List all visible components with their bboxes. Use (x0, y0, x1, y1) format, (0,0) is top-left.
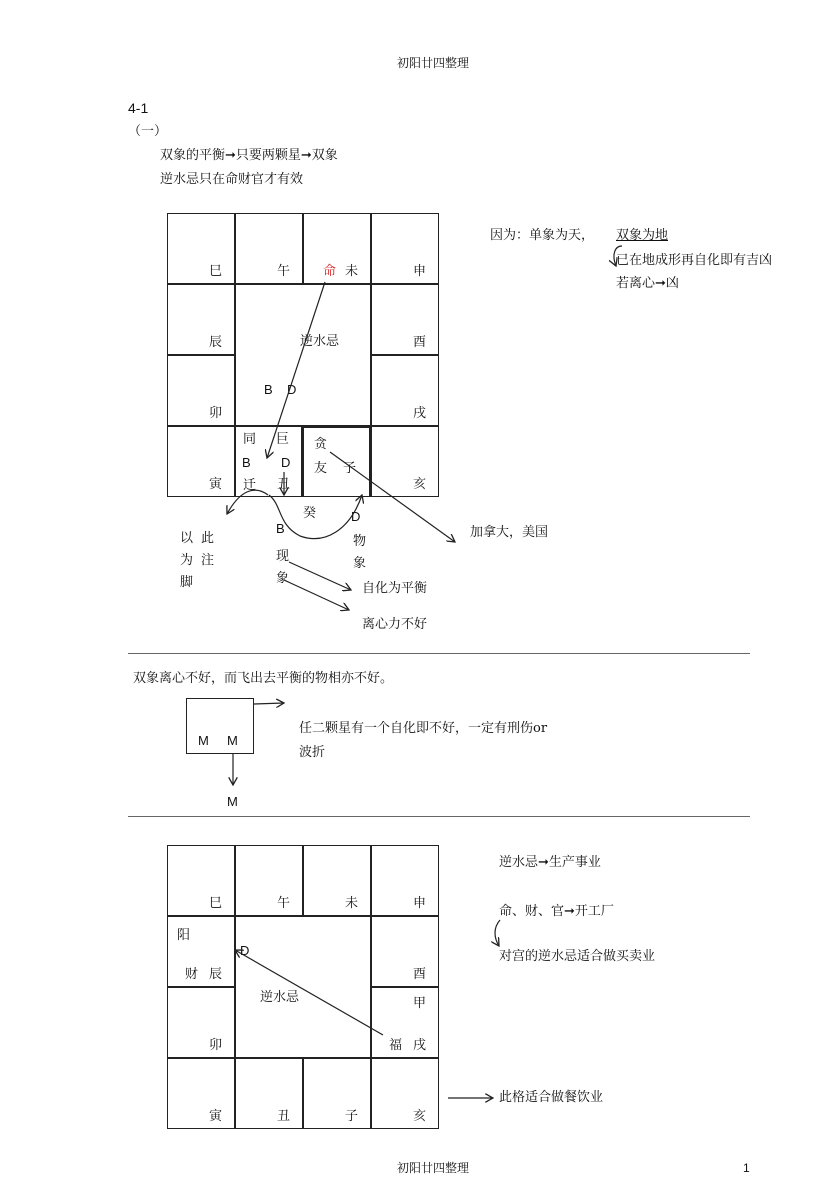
chart2-cai: 财 (184, 967, 198, 982)
chart2-cell-yin (167, 1058, 235, 1129)
chart1-right-note-2: 已在地成形再自化即有吉凶 (616, 253, 773, 268)
chart2-si-label: 巳 (208, 896, 222, 911)
text-line-1: 双象的平衡➞只要两颗星➞双象 (160, 148, 338, 163)
chart1-note-canada: 加拿大，美国 (470, 525, 549, 540)
chart1-cell-yin (167, 426, 235, 497)
chart2-note-4: 此格适合做餐饮业 (499, 1090, 604, 1105)
chart2-note-2: 命、财、官➞开工厂 (499, 904, 614, 919)
section2-m-2: M (227, 733, 238, 748)
chart1-wu-label: 午 (276, 264, 290, 279)
chart1-gui: 癸 (303, 506, 317, 521)
chart1-cell-wu (235, 213, 303, 284)
chart1-xu-label: 戌 (412, 406, 426, 421)
section2-m-1: M (198, 733, 209, 748)
chart1-cell-mao (167, 355, 235, 426)
section2-box (186, 698, 254, 754)
chart1-mao-label: 卯 (208, 406, 222, 421)
chart1-qian: 迁 (243, 478, 257, 493)
chart1-d-mark-3: D (351, 509, 361, 524)
page-number: 1 (743, 1161, 750, 1175)
chart1-cell-chen (167, 284, 235, 355)
chart2-cell-zi (303, 1058, 371, 1129)
chart2-center (235, 916, 371, 1058)
divider-1 (128, 653, 750, 654)
chart1-cell-shen (371, 213, 439, 284)
section2-m-3: M (227, 794, 238, 809)
chart1-cell-si (167, 213, 235, 284)
chart1-center (235, 284, 371, 426)
chart2-cell-mao (167, 987, 235, 1058)
section-number: 4-1 (128, 100, 149, 116)
chart1-note-centrifugal: 离心力不好 (362, 617, 428, 632)
chart1-note-left: 以此为注脚 (180, 531, 223, 590)
chart1-cell-wei (303, 213, 371, 284)
chart1-you-friend: 友 (314, 461, 328, 476)
chart1-tong: 同 (243, 432, 257, 447)
chart1-note-self: 自化为平衡 (362, 581, 428, 596)
chart1-chen-label: 辰 (208, 335, 222, 350)
chart2-wei-label: 未 (344, 896, 358, 911)
chart1-b-mark-2: B (242, 455, 251, 470)
chart1-b-mark: B (264, 382, 273, 397)
chart2-chou-label: 丑 (276, 1109, 290, 1124)
arrow-to-centrifugal (284, 580, 349, 610)
chart1-center-text: 逆水忌 (300, 334, 340, 349)
chart2-cell-you (371, 916, 439, 987)
chart2-zi-label: 子 (344, 1109, 358, 1124)
chart1-yin-label: 寅 (208, 477, 222, 492)
chart1-right-note-1a: 因为：单象为天， (490, 228, 595, 243)
chart1-wei-label: 未 (344, 264, 358, 279)
chart1-d-mark: D (287, 382, 297, 397)
chart2-shen-label: 申 (412, 896, 426, 911)
section2-desc-2: 波折 (299, 745, 326, 760)
chart2-note-1: 逆水忌➞生产事业 (499, 855, 601, 870)
page-header: 初阳廿四整理 (397, 56, 470, 70)
chart2-mao-label: 卯 (208, 1038, 222, 1053)
chart2-hai-label: 亥 (412, 1109, 426, 1124)
chart1-object: 物象 (353, 534, 367, 571)
chart1-d-mark-2: D (281, 455, 291, 470)
chart1-zi-label: 子 (343, 461, 357, 476)
chart2-you-label: 酉 (412, 967, 426, 982)
chart1-ming-label: 命 (322, 264, 336, 279)
chart2-cell-si (167, 845, 235, 916)
arrow-to-self-balance (289, 562, 351, 590)
text-line-2: 逆水忌只在命财官才有效 (160, 172, 304, 187)
arrow-m-right (254, 703, 284, 704)
section2-desc-1: 任二颗星有一个自化即不好，一定有刑伤or (299, 721, 548, 736)
chart1-shen-label: 申 (412, 264, 426, 279)
chart2-cell-wei (303, 845, 371, 916)
chart1-right-note-1b: 双象为地 (616, 228, 669, 243)
chart2-cell-wu (235, 845, 303, 916)
chart1-phenomenon: 现象 (276, 549, 290, 586)
chart1-tan: 贪 (314, 437, 328, 452)
chart2-d-mark: D (240, 943, 250, 958)
section-sub-number: （一） (128, 124, 168, 139)
chart2-cell-shen (371, 845, 439, 916)
chart1-chou-label: 丑 (276, 477, 290, 492)
chart1-cell-you (371, 284, 439, 355)
chart1-ju: 巨 (276, 432, 290, 447)
chart2-yin-label: 寅 (208, 1109, 222, 1124)
section2-line: 双象离心不好，而飞出去平衡的物相亦不好。 (133, 671, 394, 686)
chart2-cell-hai (371, 1058, 439, 1129)
chart1-cell-xu (371, 355, 439, 426)
chart2-xu-label: 戌 (412, 1038, 426, 1053)
chart2-fu: 福 (388, 1038, 402, 1053)
chart2-cell-chou (235, 1058, 303, 1129)
chart1-right-note-3: 若离心➞凶 (616, 276, 679, 291)
chart1-b-mark-3: B (276, 521, 285, 536)
chart1-zi-highlight-box (301, 427, 370, 497)
chart2-wu-label: 午 (276, 896, 290, 911)
chart1-you-label: 酉 (412, 335, 426, 350)
chart1-hai-label: 亥 (412, 477, 426, 492)
chart1-si-label: 巳 (208, 264, 222, 279)
divider-2 (128, 816, 750, 817)
chart-2-grid (167, 845, 439, 1129)
chart1-cell-hai (371, 426, 439, 497)
chart2-cell-chen (167, 916, 235, 987)
page-footer: 初阳廿四整理 (397, 1161, 470, 1175)
chart2-chen-label: 辰 (208, 967, 222, 982)
chart2-cell-xu (371, 987, 439, 1058)
chart2-note-3: 对宫的逆水忌适合做买卖业 (499, 949, 656, 964)
arrow-note2-down (495, 920, 500, 946)
chart2-yang: 阳 (177, 928, 191, 943)
chart2-jia: 甲 (412, 996, 426, 1011)
chart2-center-text: 逆水忌 (260, 990, 300, 1005)
